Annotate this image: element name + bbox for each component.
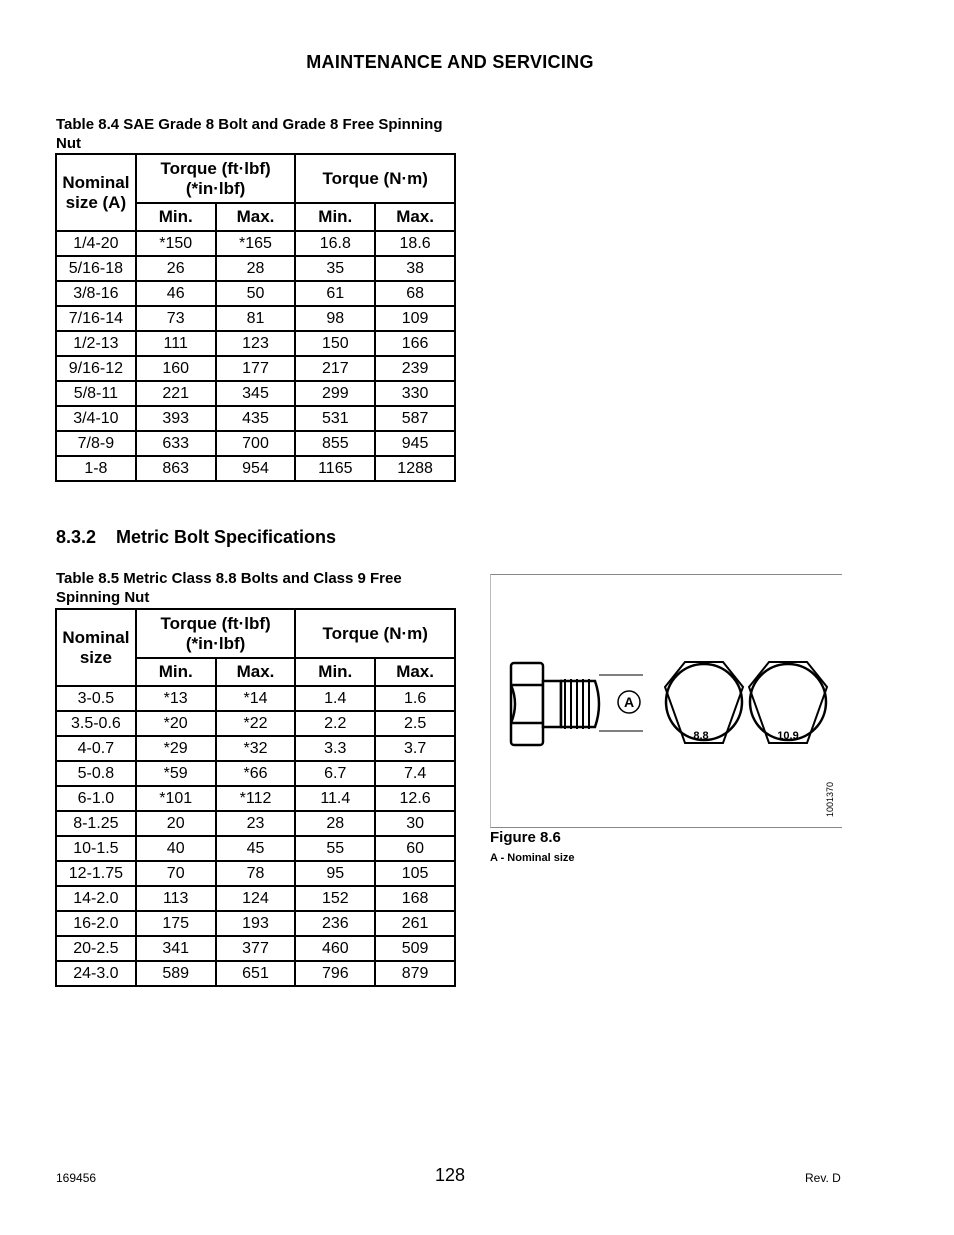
cell-torque-ft-max: 123 xyxy=(216,331,296,356)
table1-header-min: Min. xyxy=(136,203,216,231)
cell-torque-nm-min: 796 xyxy=(295,961,375,986)
cell-torque-nm-max: 879 xyxy=(375,961,455,986)
cell-torque-ft-max: 124 xyxy=(216,886,296,911)
cell-nominal-size: 3.5-0.6 xyxy=(56,711,136,736)
cell-torque-nm-max: 509 xyxy=(375,936,455,961)
cell-torque-nm-max: 2.5 xyxy=(375,711,455,736)
figure-image-id: 1001370 xyxy=(825,781,835,817)
table1-caption: Table 8.4 SAE Grade 8 Bolt and Grade 8 Free Spinning Nut xyxy=(56,116,443,152)
cell-torque-ft-min: 46 xyxy=(136,281,216,306)
cell-torque-ft-min: 73 xyxy=(136,306,216,331)
table2-header-torque-nm: Torque (N·m) xyxy=(295,609,455,658)
cell-nominal-size: 9/16-12 xyxy=(56,356,136,381)
cell-torque-nm-min: 16.8 xyxy=(295,231,375,256)
table1-header-max: Max. xyxy=(375,203,455,231)
cell-torque-nm-max: 60 xyxy=(375,836,455,861)
cell-torque-ft-min: 113 xyxy=(136,886,216,911)
cell-torque-nm-min: 855 xyxy=(295,431,375,456)
table-row xyxy=(56,961,455,986)
cell-torque-nm-max: 587 xyxy=(375,406,455,431)
cell-torque-nm-min: 95 xyxy=(295,861,375,886)
cell-nominal-size: 24-3.0 xyxy=(56,961,136,986)
table2-body xyxy=(56,686,455,986)
cell-nominal-size: 5-0.8 xyxy=(56,761,136,786)
cell-torque-ft-min: *150 xyxy=(136,231,216,256)
cell-torque-nm-min: 35 xyxy=(295,256,375,281)
cell-torque-ft-min: 633 xyxy=(136,431,216,456)
table-row xyxy=(56,886,455,911)
table-row xyxy=(56,686,455,711)
cell-nominal-size: 4-0.7 xyxy=(56,736,136,761)
table-row xyxy=(56,331,455,356)
table2-header-nominal: Nominal size xyxy=(56,609,136,686)
table-row xyxy=(56,431,455,456)
table1-header-torque-nm: Torque (N·m) xyxy=(295,154,455,203)
cell-nominal-size: 6-1.0 xyxy=(56,786,136,811)
section-title: Metric Bolt Specifications xyxy=(116,527,337,547)
cell-torque-ft-min: 341 xyxy=(136,936,216,961)
cell-torque-nm-max: 109 xyxy=(375,306,455,331)
table1-header-nominal: Nominal size (A) xyxy=(56,154,136,231)
table-row xyxy=(56,306,455,331)
cell-nominal-size: 10-1.5 xyxy=(56,836,136,861)
cell-torque-ft-min: 863 xyxy=(136,456,216,481)
table2-header-min: Min. xyxy=(295,658,375,686)
cell-nominal-size: 3/4-10 xyxy=(56,406,136,431)
cell-nominal-size: 20-2.5 xyxy=(56,936,136,961)
cell-torque-nm-min: 28 xyxy=(295,811,375,836)
cell-torque-nm-max: 261 xyxy=(375,911,455,936)
table-row xyxy=(56,936,455,961)
cell-torque-nm-min: 1165 xyxy=(295,456,375,481)
cell-torque-nm-max: 12.6 xyxy=(375,786,455,811)
table-row xyxy=(56,281,455,306)
cell-torque-ft-min: 221 xyxy=(136,381,216,406)
cell-torque-ft-min: 111 xyxy=(136,331,216,356)
cell-torque-nm-min: 2.2 xyxy=(295,711,375,736)
cell-torque-ft-max: 81 xyxy=(216,306,296,331)
cell-nominal-size: 1-8 xyxy=(56,456,136,481)
table2-caption: Table 8.5 Metric Class 8.8 Bolts and Class 9 Free Spinning Nut xyxy=(56,570,402,606)
cell-torque-nm-max: 3.7 xyxy=(375,736,455,761)
table-row xyxy=(56,406,455,431)
table2-header-max: Max. xyxy=(216,658,296,686)
table-row xyxy=(56,786,455,811)
cell-torque-ft-max: 193 xyxy=(216,911,296,936)
cell-torque-ft-max: 78 xyxy=(216,861,296,886)
figure-legend: A - Nominal size xyxy=(490,852,575,864)
cell-torque-nm-min: 61 xyxy=(295,281,375,306)
cell-torque-ft-max: 700 xyxy=(216,431,296,456)
table1-body xyxy=(56,231,455,481)
cell-torque-ft-min: *101 xyxy=(136,786,216,811)
table-row xyxy=(56,861,455,886)
table1-header-torque-ft: Torque (ft·lbf) (*in·lbf) xyxy=(136,154,296,203)
cell-torque-nm-max: 7.4 xyxy=(375,761,455,786)
cell-torque-ft-max: 377 xyxy=(216,936,296,961)
cell-torque-ft-min: 175 xyxy=(136,911,216,936)
cell-torque-nm-max: 945 xyxy=(375,431,455,456)
cell-torque-ft-max: 23 xyxy=(216,811,296,836)
cell-torque-ft-max: 435 xyxy=(216,406,296,431)
cell-torque-ft-max: *165 xyxy=(216,231,296,256)
cell-torque-ft-max: *32 xyxy=(216,736,296,761)
grade-label-10-9: 10.9 xyxy=(777,730,799,742)
cell-torque-nm-max: 239 xyxy=(375,356,455,381)
cell-torque-ft-min: *29 xyxy=(136,736,216,761)
cell-torque-nm-min: 217 xyxy=(295,356,375,381)
cell-torque-nm-min: 150 xyxy=(295,331,375,356)
callout-a xyxy=(618,691,640,713)
cell-nominal-size: 1/2-13 xyxy=(56,331,136,356)
cell-torque-ft-max: 177 xyxy=(216,356,296,381)
cell-torque-ft-min: *13 xyxy=(136,686,216,711)
table-row xyxy=(56,256,455,281)
table1-header-min: Min. xyxy=(295,203,375,231)
cell-nominal-size: 14-2.0 xyxy=(56,886,136,911)
cell-torque-ft-min: 26 xyxy=(136,256,216,281)
cell-torque-nm-max: 30 xyxy=(375,811,455,836)
cell-torque-nm-max: 18.6 xyxy=(375,231,455,256)
table-row xyxy=(56,381,455,406)
cell-torque-ft-min: *20 xyxy=(136,711,216,736)
cell-torque-nm-min: 11.4 xyxy=(295,786,375,811)
cell-nominal-size: 5/16-18 xyxy=(56,256,136,281)
cell-torque-nm-min: 236 xyxy=(295,911,375,936)
table2-header-torque-ft: Torque (ft·lbf) (*in·lbf) xyxy=(136,609,296,658)
cell-torque-nm-max: 68 xyxy=(375,281,455,306)
cell-torque-nm-min: 98 xyxy=(295,306,375,331)
table-row xyxy=(56,736,455,761)
cell-nominal-size: 16-2.0 xyxy=(56,911,136,936)
table-row xyxy=(56,911,455,936)
cell-torque-nm-min: 55 xyxy=(295,836,375,861)
cell-nominal-size: 3-0.5 xyxy=(56,686,136,711)
cell-nominal-size: 8-1.25 xyxy=(56,811,136,836)
cell-torque-ft-min: 20 xyxy=(136,811,216,836)
table-row xyxy=(56,356,455,381)
cell-torque-ft-min: 40 xyxy=(136,836,216,861)
table1-header-max: Max. xyxy=(216,203,296,231)
cell-torque-nm-min: 6.7 xyxy=(295,761,375,786)
callout-a-label: A xyxy=(623,694,635,710)
cell-torque-nm-max: 330 xyxy=(375,381,455,406)
grade-label-8-8: 8.8 xyxy=(693,730,709,742)
cell-nominal-size: 7/8-9 xyxy=(56,431,136,456)
table2 xyxy=(55,608,456,987)
table-row xyxy=(56,711,455,736)
cell-torque-nm-max: 168 xyxy=(375,886,455,911)
cell-nominal-size: 7/16-14 xyxy=(56,306,136,331)
footer-doc-number: 169456 xyxy=(56,1171,97,1185)
cell-torque-nm-max: 1.6 xyxy=(375,686,455,711)
cell-torque-nm-min: 460 xyxy=(295,936,375,961)
cell-torque-ft-max: 50 xyxy=(216,281,296,306)
cell-torque-ft-max: 45 xyxy=(216,836,296,861)
table2-header-min: Min. xyxy=(136,658,216,686)
table2-header-max: Max. xyxy=(375,658,455,686)
cell-torque-nm-max: 1288 xyxy=(375,456,455,481)
cell-nominal-size: 1/4-20 xyxy=(56,231,136,256)
hex-head-10-9 xyxy=(749,662,827,743)
cell-torque-ft-min: 70 xyxy=(136,861,216,886)
cell-torque-nm-max: 105 xyxy=(375,861,455,886)
cell-torque-ft-max: 28 xyxy=(216,256,296,281)
figure-caption: Figure 8.6 xyxy=(490,829,561,846)
table-row xyxy=(56,761,455,786)
table-row xyxy=(56,836,455,861)
cell-nominal-size: 12-1.75 xyxy=(56,861,136,886)
section-heading xyxy=(56,527,336,548)
hex-head-8-8 xyxy=(665,662,743,743)
cell-nominal-size: 3/8-16 xyxy=(56,281,136,306)
page-header-title: MAINTENANCE AND SERVICING xyxy=(306,52,594,72)
cell-torque-ft-max: *14 xyxy=(216,686,296,711)
table-row xyxy=(56,231,455,256)
cell-torque-ft-max: 954 xyxy=(216,456,296,481)
cell-torque-ft-min: 393 xyxy=(136,406,216,431)
cell-torque-ft-min: *59 xyxy=(136,761,216,786)
figure-frame xyxy=(490,574,842,828)
cell-torque-nm-min: 152 xyxy=(295,886,375,911)
footer-page-number: 128 xyxy=(434,1165,466,1185)
section-number: 8.3.2 xyxy=(56,527,97,547)
cell-torque-ft-max: *112 xyxy=(216,786,296,811)
bolt-illustration xyxy=(491,575,842,827)
cell-nominal-size: 5/8-11 xyxy=(56,381,136,406)
cell-torque-nm-min: 3.3 xyxy=(295,736,375,761)
cell-torque-ft-max: 651 xyxy=(216,961,296,986)
cell-torque-nm-min: 299 xyxy=(295,381,375,406)
footer-revision: Rev. D xyxy=(805,1171,841,1185)
cell-torque-ft-min: 160 xyxy=(136,356,216,381)
cell-torque-ft-min: 589 xyxy=(136,961,216,986)
table1 xyxy=(55,153,456,482)
page-header xyxy=(0,52,900,73)
cell-torque-ft-max: *22 xyxy=(216,711,296,736)
cell-torque-nm-min: 1.4 xyxy=(295,686,375,711)
table-row xyxy=(56,456,455,481)
table-row xyxy=(56,811,455,836)
cell-torque-nm-min: 531 xyxy=(295,406,375,431)
cell-torque-nm-max: 38 xyxy=(375,256,455,281)
cell-torque-nm-max: 166 xyxy=(375,331,455,356)
cell-torque-ft-max: *66 xyxy=(216,761,296,786)
cell-torque-ft-max: 345 xyxy=(216,381,296,406)
